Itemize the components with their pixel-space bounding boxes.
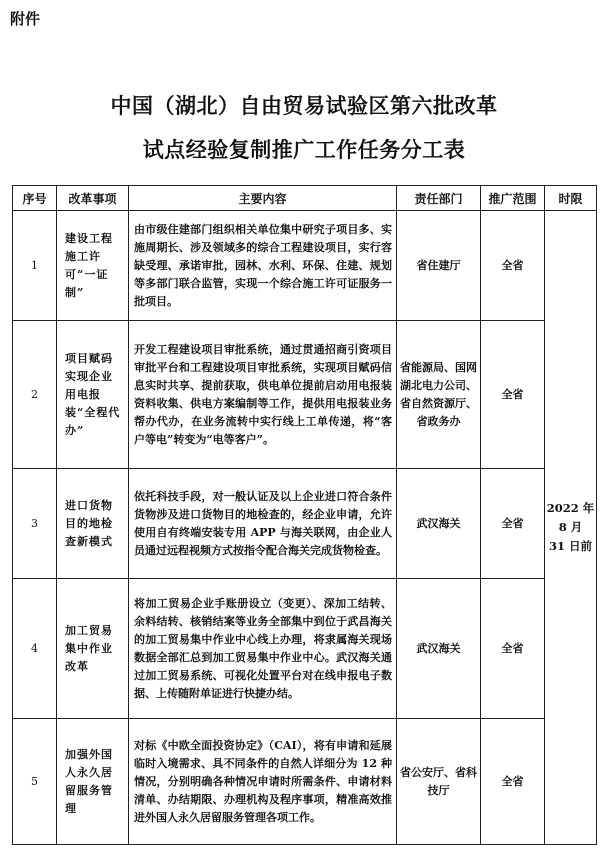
row-item: 加强外国人永久居留服务管理 [57, 719, 129, 845]
header-dept: 责任部门 [397, 186, 481, 211]
header-deadline: 时限 [545, 186, 597, 211]
table-row [13, 321, 597, 469]
table-header-row [13, 186, 597, 211]
row-content: 开发工程建设项目审批系统，通过贯通招商引资项目审批平台和工程建设项目审批系统，实现项目赋码信息实时共享、提前获取，供电单位提前启动用电报装资料收集、供电方案编制等工作，提供用电报装业务帮办代办，在业务流转中实行线上工单传递，将“客户等电”转变为“电等客户”。 [129, 321, 397, 469]
row-seq: 5 [13, 719, 57, 845]
table-row [13, 469, 597, 579]
row-content: 依托科技手段，对一般认证及以上企业进口符合条件货物涉及进口货物目的地检查的，经企业申请，允许使用自有终端安装专用 APP 与海关联网，由企业人员通过远程视频方式按指令配合海关完成货物检查。 [129, 469, 397, 579]
row-dept: 省能源局、国网湖北电力公司、省自然资源厅、省政务办 [397, 321, 481, 469]
row-item: 进口货物目的地检查新模式 [57, 469, 129, 579]
row-dept: 武汉海关 [397, 579, 481, 719]
row-scope: 全省 [481, 321, 545, 469]
row-scope: 全省 [481, 579, 545, 719]
row-content: 将加工贸易企业手账册设立（变更）、深加工结转、余料结转、核销结案等业务全部集中到位于武昌海关的加工贸易集中作业中心线上办理，将隶属海关现场数据全部汇总到加工贸易集中作业中心。武汉海关通过加工贸易系统、可视化处置平台对在线申报电子数据、上传随附单证进行快捷办结。 [129, 579, 397, 719]
header-content: 主要内容 [129, 186, 397, 211]
row-content: 由市级住建部门组织相关单位集中研究子项目多、实施周期长、涉及领域多的综合工程建设项目，实行容缺受理、承诺审批，园林、水利、环保、住建、规划等多部门联合监管，实现一个综合施工许可证服务一批项目。 [129, 211, 397, 321]
row-scope: 全省 [481, 469, 545, 579]
deadline-year: 2022 年 [546, 501, 595, 515]
table-row [13, 211, 597, 321]
deadline-cell [545, 211, 597, 845]
page-title-line2: 试点经验复制推广工作任务分工表 [142, 137, 466, 162]
header-seq: 序号 [13, 186, 57, 211]
row-seq: 2 [13, 321, 57, 469]
row-seq: 1 [13, 211, 57, 321]
table-row [13, 719, 597, 845]
header-scope: 推广范围 [481, 186, 545, 211]
row-content: 对标《中欧全面投资协定》（CAI），将有申请和延展临时入境需求、具不同条件的自然人详细分为 12 种情况，分别明确各种情况申请时所需条件、申请材料清单、办结期限、办理机构及程序事项，精准高效推进外国人永久居留服务管理各项工作。 [129, 719, 397, 845]
row-dept: 武汉海关 [397, 469, 481, 579]
deadline-month: 8 月 [558, 520, 583, 534]
row-scope: 全省 [481, 719, 545, 845]
attachment-label: 附件 [10, 10, 41, 28]
table-row [13, 579, 597, 719]
deadline-day: 31 日前 [548, 539, 592, 553]
row-dept: 省住建厅 [397, 211, 481, 321]
row-seq: 4 [13, 579, 57, 719]
page-title-line1: 中国（湖北）自由贸易试验区第六批改革 [110, 93, 498, 118]
row-dept: 省公安厅、省科技厅 [397, 719, 481, 845]
row-seq: 3 [13, 469, 57, 579]
task-table [12, 185, 597, 845]
row-scope: 全省 [481, 211, 545, 321]
row-item: 项目赋码实现企业用电报装“全程代办” [57, 321, 129, 469]
header-item: 改革事项 [57, 186, 129, 211]
row-item: 加工贸易集中作业改革 [57, 579, 129, 719]
row-item: 建设工程施工许可“一证制” [57, 211, 129, 321]
